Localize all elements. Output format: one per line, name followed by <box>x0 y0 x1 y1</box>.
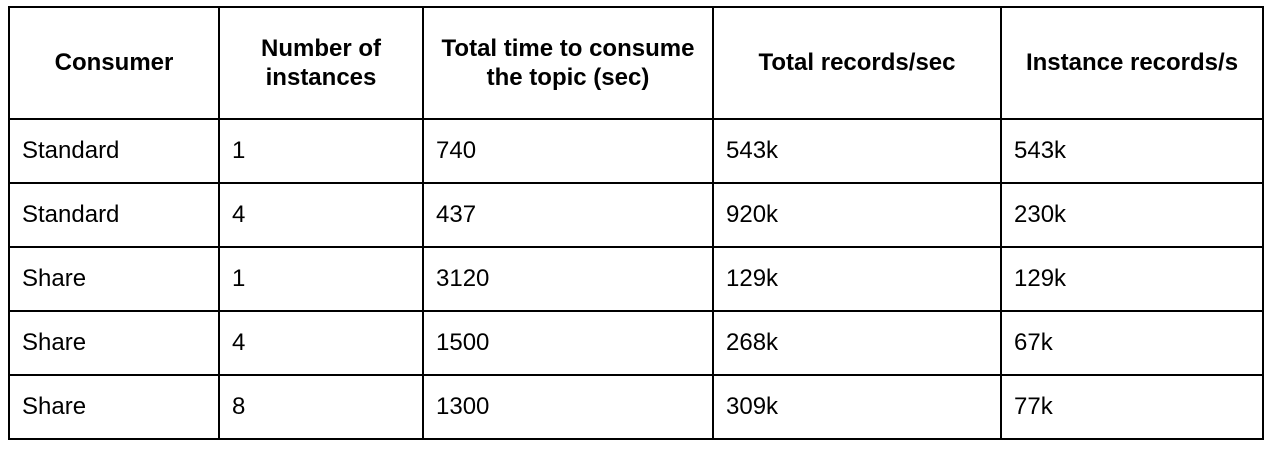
benchmark-table <box>8 6 1264 440</box>
cell-instance-records: 230k <box>1001 183 1263 247</box>
cell-consumer: Share <box>9 311 219 375</box>
table-header-row <box>9 7 1263 119</box>
cell-total-records: 920k <box>713 183 1001 247</box>
column-header-consumer: Consumer <box>9 7 219 119</box>
table-row <box>9 311 1263 375</box>
table-header <box>9 7 1263 119</box>
cell-total-time: 740 <box>423 119 713 183</box>
cell-instances: 8 <box>219 375 423 439</box>
cell-consumer: Share <box>9 247 219 311</box>
cell-instance-records: 67k <box>1001 311 1263 375</box>
cell-total-time: 1500 <box>423 311 713 375</box>
cell-consumer: Standard <box>9 183 219 247</box>
cell-total-records: 543k <box>713 119 1001 183</box>
cell-total-time: 3120 <box>423 247 713 311</box>
table-row <box>9 375 1263 439</box>
cell-consumer: Standard <box>9 119 219 183</box>
cell-instances: 1 <box>219 119 423 183</box>
column-header-total-records-per-sec: Total records/sec <box>713 7 1001 119</box>
table-body <box>9 119 1263 439</box>
cell-instances: 4 <box>219 311 423 375</box>
cell-total-records: 309k <box>713 375 1001 439</box>
cell-consumer: Share <box>9 375 219 439</box>
table-row <box>9 119 1263 183</box>
cell-total-records: 129k <box>713 247 1001 311</box>
cell-total-time: 1300 <box>423 375 713 439</box>
table-row <box>9 183 1263 247</box>
cell-instances: 1 <box>219 247 423 311</box>
cell-instance-records: 77k <box>1001 375 1263 439</box>
cell-instance-records: 543k <box>1001 119 1263 183</box>
cell-instance-records: 129k <box>1001 247 1263 311</box>
cell-total-records: 268k <box>713 311 1001 375</box>
column-header-total-time: Total time to consume the topic (sec) <box>423 7 713 119</box>
cell-total-time: 437 <box>423 183 713 247</box>
column-header-number-of-instances: Number of instances <box>219 7 423 119</box>
cell-instances: 4 <box>219 183 423 247</box>
table-row <box>9 247 1263 311</box>
column-header-instance-records-per-sec: Instance records/s <box>1001 7 1263 119</box>
